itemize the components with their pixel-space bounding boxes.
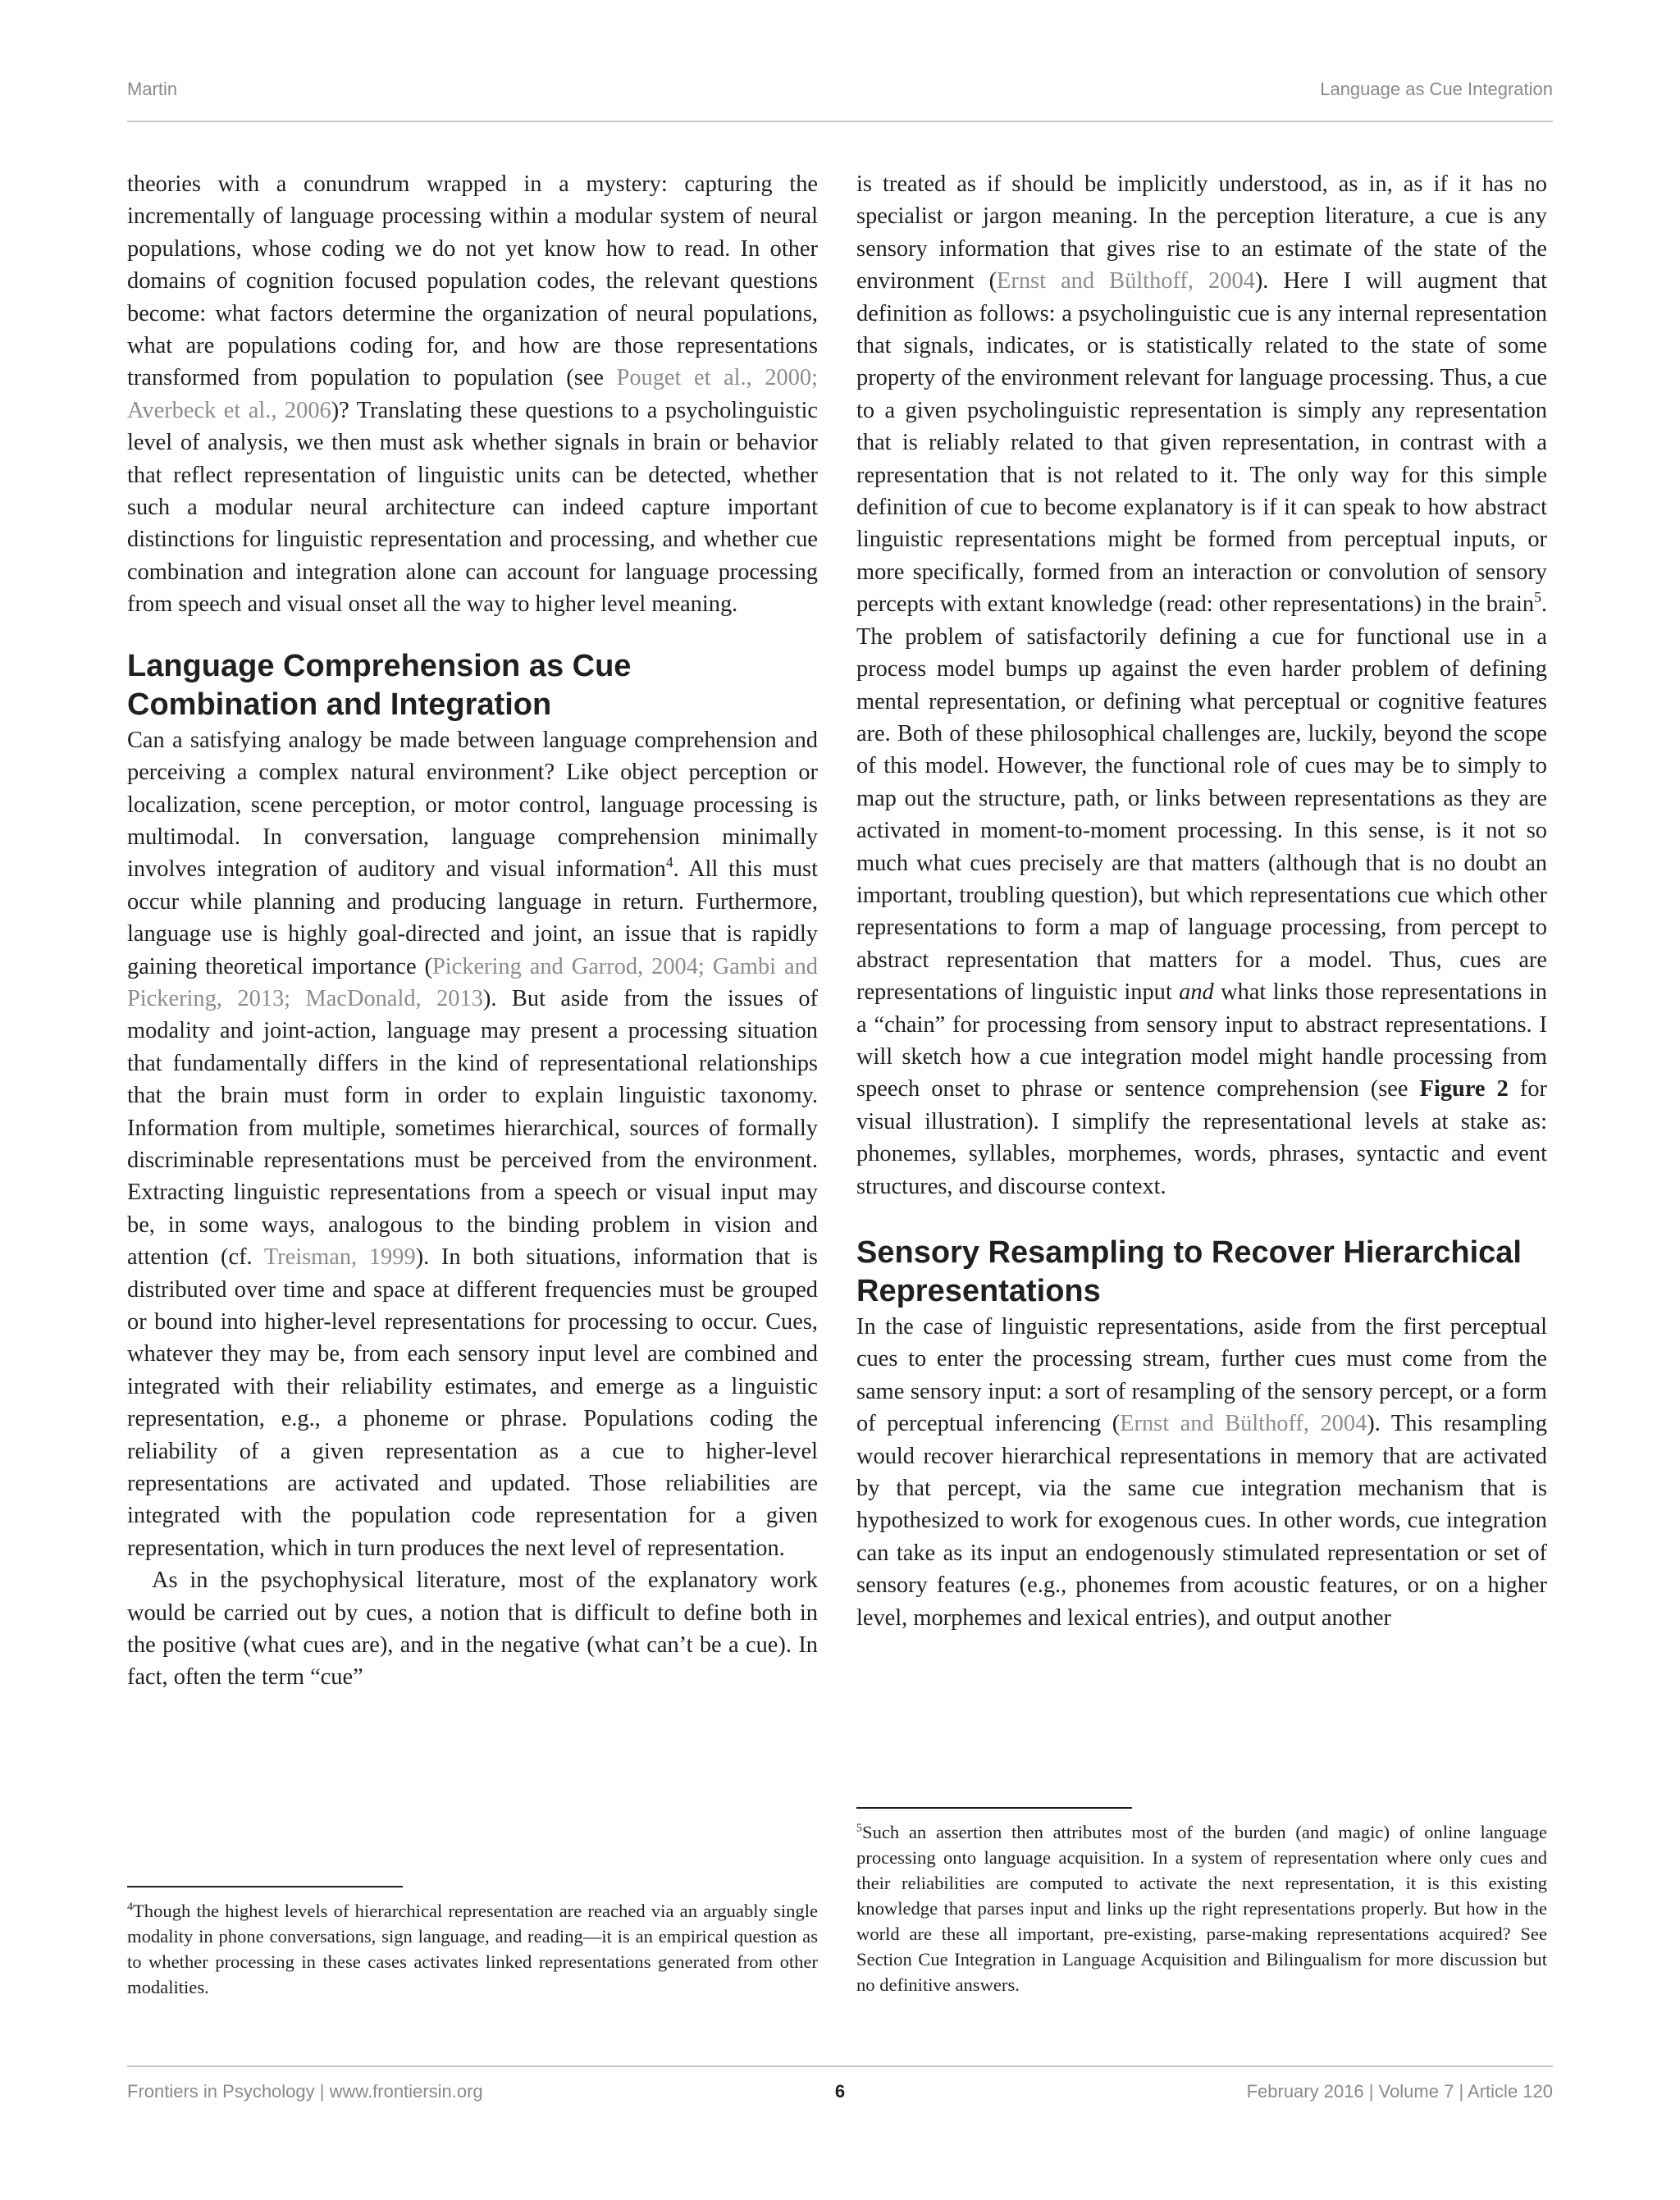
- running-head-author: Martin: [127, 79, 178, 99]
- footnote-4: [127, 1898, 818, 2000]
- running-head-title: Language as Cue Integration: [1320, 79, 1553, 99]
- text-run: ). Here I will augment that definition as follows: a psycholinguistic cue is any internal representation that signals, indicates, or is statistically related to the state of some property of the environment relevant for language processing. Thus, a cue to a given psycholinguistic representation is simply any representation that is reliably related to that given representation, in contrast with a representation that is not related to it. The only way for this simple definition of cue to become explanatory is if it can speak to how abstract linguistic representations might be formed from perceptual inputs, or more specifically, formed from an interaction or convolution of sensory percepts with extant knowledge (read: other representations) in the brain: [856, 268, 1547, 618]
- section-heading-cue-combination: Language Comprehension as Cue Combination and Integration: [127, 648, 632, 722]
- footnote-5: [856, 1819, 1547, 1997]
- paragraph-population-codes: [127, 168, 818, 621]
- emphasis-and: and: [1179, 979, 1214, 1006]
- footnote-marker: 4: [127, 1901, 133, 1914]
- footnote-ref-4[interactable]: 4: [665, 854, 673, 871]
- footnote-block-left: [127, 1886, 818, 2000]
- text-run: ). In both situations, information that is distributed over time and space at different frequencies must be grouped or bound into higher-level representations for processing to occur. Cues, whatever they may be, from each sensory input level are combined and integrated with their reliability estimates, and emerge as a linguistic representation, e.g., a phoneme or phrase. Populations coding the reliability of a given representation as a cue to higher-level representations are activated and updated. Those reliabilities are integrated with the population code representation for a given representation, which in turn produces the next level of representation.: [127, 1244, 818, 1561]
- text-run: what links those representations in a “chain” for processing from sensory input to abstract representations. I will sketch how a cue integration model might handle processing from speech onset to phrase or sentence comprehension (see: [856, 979, 1547, 1102]
- paragraph-cue-definition: [856, 168, 1547, 1203]
- left-column: [127, 168, 818, 2047]
- right-column: [856, 168, 1547, 2047]
- footnote-block-right: [856, 1807, 1547, 1997]
- header-divider: [127, 121, 1553, 122]
- citation-link[interactable]: Pouget et al., 2000; Averbeck et al., 2006: [127, 365, 819, 423]
- section-heading-sensory-resampling: Sensory Resampling to Recover Hierarchical Representations: [856, 1235, 1522, 1308]
- citation-link[interactable]: Treisman, 1999: [263, 1244, 416, 1271]
- footer-page-number: 6: [834, 2081, 846, 2102]
- text-run: Can a satisfying analogy be made between language comprehension and perceiving a complex natural environment? Like object perception or localization, scene perception, or motor control, language processing is multimodal. In conversation, language comprehension minimally involves integration of auditory and visual information: [127, 727, 818, 883]
- figure-reference[interactable]: Figure 2: [1419, 1076, 1509, 1102]
- text-run: )? Translating these questions to a psycholinguistic level of analysis, we then must ask whether signals in brain or behavior that reflect representation of linguistic units can be detected, whether such a modular neural architecture can indeed capture important distinctions for linguistic representation and processing, and whether cue combination and integration alone can account for language processing from speech and visual onset all the way to higher level meaning.: [127, 397, 818, 618]
- footnote-text: Though the highest levels of hierarchical representation are reached via an arguably single modality in phone conversations, sign language, and reading—it is an empirical question as to whether processing in these cases activates linked representations generated from other modalities.: [127, 1901, 818, 1997]
- paragraph-cue-combination: [127, 724, 818, 1565]
- text-run: is treated as if should be implicitly understood, as in, as if it has no specialist or jargon meaning. In the perception literature, a cue is any sensory information that gives rise to an estimate of the state of the environment (: [856, 171, 1547, 294]
- footnote-text: Such an assertion then attributes most of the burden (and magic) of online language processing onto language acquisition. In a system of representation where only cues and their reliabilities are computed to activate the next representation, it is this existing knowledge that parses input and links up the right representations properly. But how in the world are these all important, pre-existing, parse-making representations acquired? See Section Cue Integration in Language Acquisition and Bilingualism for more discussion but no definitive answers.: [856, 1822, 1547, 1995]
- text-run: . All this must occur while planning and producing language in return. Furthermore, language use is highly goal-directed and joint, an issue that is rapidly gaining theoretical importance (: [127, 856, 818, 979]
- citation-link[interactable]: Pickering and Garrod, 2004; Gambi and Pickering, 2013; MacDonald, 2013: [127, 953, 818, 1011]
- footnote-marker: 5: [856, 1822, 862, 1835]
- citation-link[interactable]: Ernst and Bülthoff, 2004: [997, 268, 1255, 294]
- text-run: ). But aside from the issues of modality and joint-action, language may present a processing situation that fundamentally differs in the kind of representational relationships that the brain must form in order to explain linguistic taxonomy. Information from multiple, sometimes hierarchical, sources of formally discriminable representations must be perceived from the environment. Extracting linguistic representations from a speech or visual input may be, in some ways, analogous to the binding problem in vision and attention (cf.: [127, 985, 818, 1271]
- paragraph-sensory-resampling: [856, 1311, 1547, 1634]
- paragraph-cue-definition-start: As in the psychophysical literature, most of the explanatory work would be carried out by cues, a notion that is difficult to define both in the positive (what cues are), and in the negative (what can’t be a cue). In fact, often the term “cue”: [127, 1568, 818, 1691]
- footer-journal[interactable]: Frontiers in Psychology | www.frontiersin.org: [127, 2081, 483, 2102]
- text-run: for visual illustration). I simplify the representational levels at stake as: phonemes, syllables, morphemes, words, phrases, syntactic and event structures, and discourse context.: [856, 1076, 1548, 1199]
- text-run: In the case of linguistic representations, aside from the first perceptual cues to enter the processing stream, further cues must come from the same sensory input: a sort of resampling of the sensory percept, or a form of perceptual inferencing (: [856, 1314, 1547, 1437]
- text-run: theories with a conundrum wrapped in a mystery: capturing the incrementally of language processing within a modular system of neural populations, whose coding we do not yet know how to read. In other domains of cognition focused population codes, the relevant questions become: what factors determine the organization of neural populations, what are populations coding for, and how are those representations transformed from population to population (see: [127, 171, 818, 391]
- text-run: ). This resampling would recover hierarchical representations in memory that are activated by that percept, via the same cue integration mechanism that is hypothesized to work for exogenous cues. In other words, cue integration can take as its input an endogenously stimulated representation or set of sensory features (e.g., phonemes from acoustic features, or on a higher level, morphemes and lexical entries), and output another: [856, 1411, 1548, 1631]
- footnote-ref-5[interactable]: 5: [1534, 589, 1541, 606]
- citation-link[interactable]: Ernst and Bülthoff, 2004: [1120, 1411, 1367, 1437]
- footer-issue: February 2016 | Volume 7 | Article 120: [1246, 2081, 1553, 2102]
- text-run: . The problem of satisfactorily defining a cue for functional use in a process model bumps up against the even harder problem of defining mental representation, or defining what perceptual or cognitive features are. Both of these philosophical challenges are, luckily, beyond the scope of this model. However, the functional role of cues may be to simply to map out the structure, path, or links between representations as they are activated in moment-to-moment processing. In this sense, is it not so much what cues precisely are that matters (although that is no doubt an important, troubling question), but which representations cue which other representations to form a map of language processing, from percept to abstract representation that matters for a model. Thus, cues are representations of linguistic input: [856, 591, 1547, 1006]
- footer-divider: [127, 2065, 1553, 2067]
